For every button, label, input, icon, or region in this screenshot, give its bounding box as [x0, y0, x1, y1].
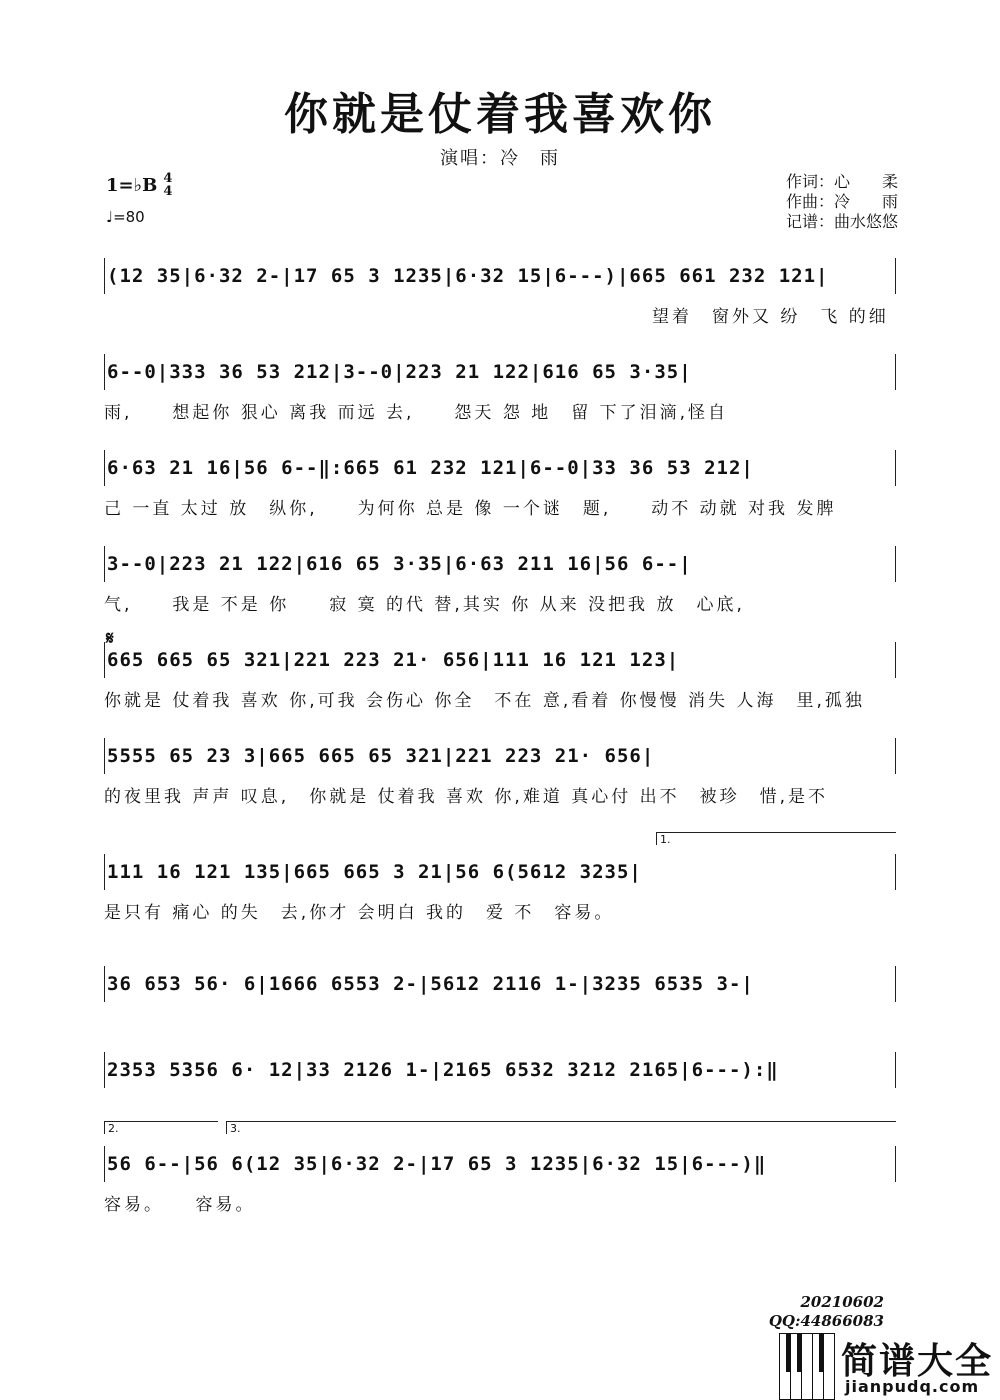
site-logo[interactable]	[779, 1333, 1000, 1400]
transcriber: 记谱：曲水悠悠	[785, 212, 898, 231]
notation-line: 6--0|333 36 53 212|3--0|223 21 122|616 65 3·35|	[104, 354, 896, 390]
credits	[786, 172, 898, 232]
singer-line: 演唱：冷 雨	[440, 148, 560, 169]
time-bottom: 4	[163, 184, 173, 199]
notation-line: 6·63 21 16|56 6--‖:665 61 232 121|6--0|33 36 53 212|	[104, 450, 896, 486]
score-row	[104, 966, 896, 1002]
composer: 作曲：冷 雨	[785, 192, 898, 211]
piano-keys-icon	[779, 1333, 835, 1400]
volta-2: 2.	[104, 1121, 218, 1134]
volta-1: 1.	[656, 832, 896, 845]
time-signature	[163, 172, 172, 198]
lyrics-line: 己 一直 太过 放 纵你, 为何你 总是 像 一个谜 题, 动不 动就 对我 发脾	[104, 499, 837, 519]
notation-line: 56 6--|56 6(12 35|6·32 2-|17 65 3 1235|6·32 15|6---)‖	[104, 1146, 896, 1182]
key-signature	[106, 172, 172, 198]
notation-line: (12 35|6·32 2-|17 65 3 1235|6·32 15|6---)|665 661 232 121|	[104, 258, 896, 294]
score-row	[104, 450, 896, 519]
volta-3: 3.	[226, 1121, 896, 1134]
notation-line: 111 16 121 135|665 665 3 21|56 6(5612 3235|	[104, 854, 896, 890]
tempo-mark: ♩=80	[106, 208, 145, 226]
score-row	[104, 546, 896, 615]
score-row	[104, 1052, 896, 1088]
time-top: 4	[163, 171, 173, 186]
notation-line: 665 665 65 321|221 223 21· 656|111 16 121 123|	[104, 642, 896, 678]
lyrics-line: 雨, 想起你 狠心 离我 而远 去, 怨天 怨 地 留 下了泪滴,怪自	[104, 403, 729, 423]
lyrics-line: 气, 我是 不是 你 寂 寞 的代 替,其实 你 从来 没把我 放 心底,	[104, 595, 745, 615]
logo-text: 简谱大全	[841, 1341, 994, 1382]
notation-line: 2353 5356 6· 12|33 2126 1-|2165 6532 3212 2165|6---):‖	[104, 1052, 896, 1088]
song-title: 你就是仗着我喜欢你	[284, 89, 716, 140]
lyrics-line: 望着 窗外又 纷 飞 的细	[652, 307, 889, 327]
notation-line: 36 653 56· 6|1666 6553 2-|5612 2116 1-|3235 6535 3-|	[104, 966, 896, 1002]
segno-sign: 𝄋	[106, 628, 114, 649]
notation-line: 3--0|223 21 122|616 65 3·35|6·63 211 16|56 6--|	[104, 546, 896, 582]
lyrics-line: 容易。 容易。	[104, 1195, 256, 1215]
footer-date: 20210602	[800, 1293, 884, 1311]
score-meta	[106, 172, 172, 226]
score-row	[104, 354, 896, 423]
logo-url: jianpudq.com	[845, 1377, 980, 1396]
score-row	[104, 738, 896, 807]
lyrics-line: 的夜里我 声声 叹息, 你就是 仗着我 喜欢 你,难道 真心付 出不 被珍 惜,是不	[104, 787, 829, 807]
score-row	[104, 854, 896, 923]
score-row	[104, 1146, 896, 1215]
lyricist: 作词：心 柔	[785, 172, 898, 191]
key-label: 1=♭B	[106, 174, 158, 196]
notation-line: 5555 65 23 3|665 665 65 321|221 223 21· 656|	[104, 738, 896, 774]
score-row	[104, 258, 896, 327]
footer-qq: QQ:44866083	[768, 1312, 884, 1330]
lyrics-line: 是只有 痛心 的失 去,你才 会明白 我的 爱 不 容易。	[104, 903, 615, 923]
score-row	[104, 642, 896, 711]
lyrics-line: 你就是 仗着我 喜欢 你,可我 会伤心 你全 不在 意,看着 你慢慢 消失 人海 里,孤独	[104, 691, 865, 711]
